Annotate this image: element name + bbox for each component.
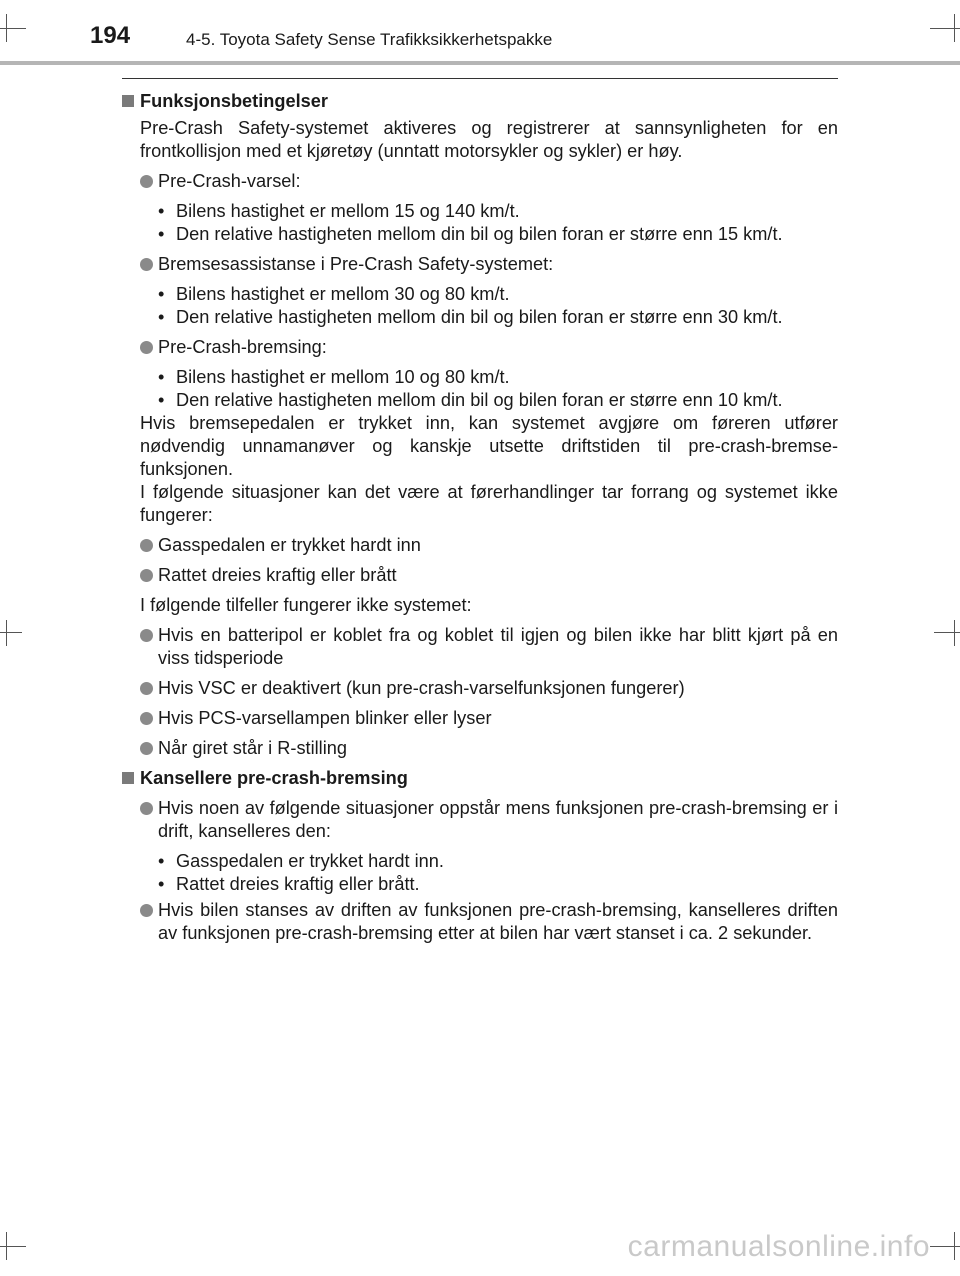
square-bullet-icon <box>122 772 134 784</box>
circle-bullet-icon <box>140 742 153 755</box>
header-divider <box>0 61 960 65</box>
heading-text: Funksjonsbetingelser <box>140 91 328 111</box>
bremsing-item <box>122 336 838 359</box>
varsel-conditions <box>122 200 838 246</box>
list-item: • Bilens hastighet er mellom 15 og 140 km/t. <box>158 201 520 221</box>
list-item: Hvis en batteripol er koblet fra og koblet til igjen og bilen ikke har blitt kjørt på en viss tidsperiode <box>122 624 838 670</box>
circle-bullet-icon <box>140 175 153 188</box>
content-divider <box>122 78 838 79</box>
intro-paragraph: Pre-Crash Safety-systemet aktiveres og registrerer at sannsynligheten for en frontkollisjon med et kjøretøy (unntatt motorsykler og sykler) er høy. <box>140 118 838 161</box>
heading-text: Kansellere pre-crash-bremsing <box>140 768 408 788</box>
varsel-item <box>122 170 838 193</box>
list-item: • Gasspedalen er trykket hardt inn. <box>158 851 444 871</box>
section-title: 4-5. Toyota Safety Sense Trafikksikkerhetspakke <box>186 30 553 49</box>
bremsing-conditions <box>122 366 838 412</box>
page-content <box>122 88 838 945</box>
list-item: Når giret står i R-stilling <box>122 737 838 760</box>
circle-bullet-icon <box>140 904 153 917</box>
ikke-paragraph: I følgende tilfeller fungerer ikke systemet: <box>140 595 472 615</box>
page-number: 194 <box>90 22 131 49</box>
bremsing-label: Pre-Crash-bremsing: <box>158 337 327 357</box>
list-item: Hvis noen av følgende situasjoner oppstår mens funksjonen pre-crash-bremsing er i drift, kanselleres den: <box>122 797 838 843</box>
circle-bullet-icon <box>140 569 153 582</box>
square-bullet-icon <box>122 95 134 107</box>
list-item: Hvis bilen stanses av driften av funksjonen pre-crash-bremsing, kanselleres driften av funksjonen pre-crash-bremsing etter at bilen har vært stanset i ca. 2 sekunder. <box>122 899 838 945</box>
circle-bullet-icon <box>140 539 153 552</box>
list-item: • Den relative hastigheten mellom din bil og bilen foran er større enn 30 km/t. <box>158 307 783 327</box>
circle-bullet-icon <box>140 712 153 725</box>
brems-assist-label: Bremsesassistanse i Pre-Crash Safety-systemet: <box>158 254 554 274</box>
brems-assist-item <box>122 253 838 276</box>
circle-bullet-icon <box>140 341 153 354</box>
circle-bullet-icon <box>140 629 153 642</box>
list-item: Rattet dreies kraftig eller brått <box>122 564 838 587</box>
list-item: Gasspedalen er trykket hardt inn <box>122 534 838 557</box>
bremsepedal-paragraph: Hvis bremsepedalen er trykket inn, kan systemet avgjøre om føreren utfører nødvendig unnamanøver og kanskje utsette driftstiden til pre-crash-bremse-funksjonen. <box>140 413 838 479</box>
list-item: • Rattet dreies kraftig eller brått. <box>158 874 420 894</box>
brems-assist-conditions <box>122 283 838 329</box>
list-item: Hvis PCS-varsellampen blinker eller lyser <box>122 707 838 730</box>
list-item: • Den relative hastigheten mellom din bil og bilen foran er større enn 15 km/t. <box>158 224 783 244</box>
list-item: Hvis VSC er deaktivert (kun pre-crash-varselfunksjonen fungerer) <box>122 677 838 700</box>
varsel-label: Pre-Crash-varsel: <box>158 171 301 191</box>
watermark: carmanualsonline.info <box>627 1230 930 1263</box>
kansellere-conditions <box>122 850 838 896</box>
circle-bullet-icon <box>140 802 153 815</box>
circle-bullet-icon <box>140 258 153 271</box>
kansellere-heading <box>122 767 838 790</box>
circle-bullet-icon <box>140 682 153 695</box>
list-item: • Bilens hastighet er mellom 30 og 80 km/t. <box>158 284 510 304</box>
forrang-paragraph: I følgende situasjoner kan det være at førerhandlinger tar forrang og systemet ikke fungerer: <box>140 482 838 525</box>
list-item: • Den relative hastigheten mellom din bil og bilen foran er større enn 10 km/t. <box>158 390 783 410</box>
funksjonsbetingelser-heading <box>122 90 838 113</box>
page-header <box>0 0 960 64</box>
list-item: • Bilens hastighet er mellom 10 og 80 km/t. <box>158 367 510 387</box>
